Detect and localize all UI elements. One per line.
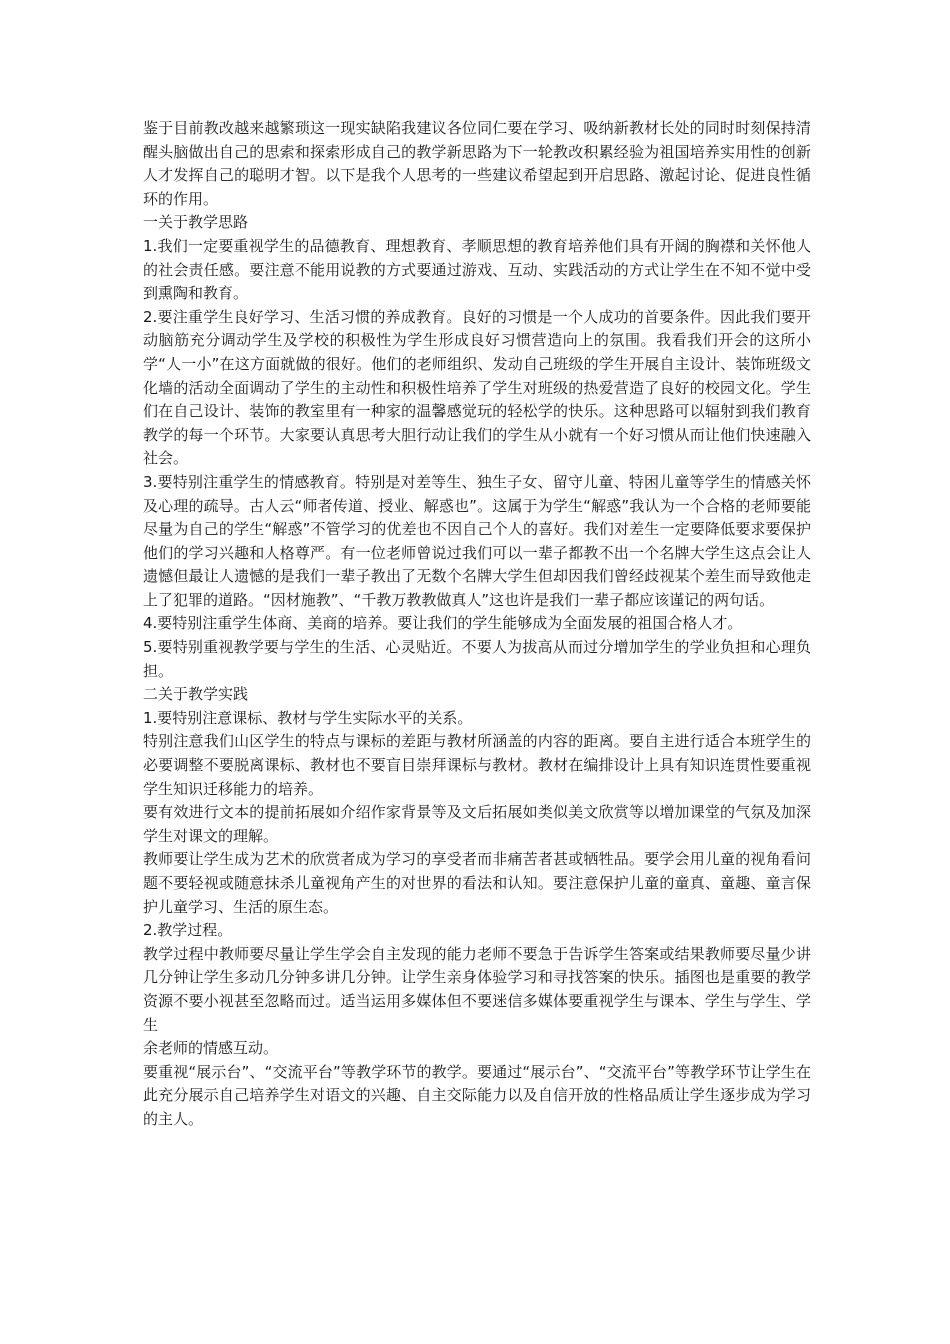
paragraph-practice-2-c: 要重视“展示台”、“交流平台”等教学环节的教学。要通过“展示台”、“交流平台”等教学环节让学生在此充分展示自己培养学生对语文的兴趣、自主交际能力以及自信开放的性格品质让学生逐步成为学习的主人。 [143, 1062, 811, 1128]
paragraph-practice-2-b: 余老师的情感互动。 [143, 1039, 279, 1058]
document-page [143, 117, 811, 1132]
paragraph-idea-3: 3.要特别注重学生的情感教育。特别是对差等生、独生子女、留守儿童、特困儿童等学生的情感关怀及心理的疏导。古人云“师者传道、授业、解惑也”。这属于为学生“解惑”我认为一个合格的老师要能尽量为自己的学生“解惑”不管学习的优差也不因自己个人的喜好。我们对差生一定要降低要求要保护他们的学习兴趣和人格尊严。有一位老师曾说过我们可以一辈子都教不出一个名牌大学生这点会让人遗憾但最让人遗憾的是我们一辈子教出了无数个名牌大学生但却因我们曾经歧视某个差生而导致他走上了犯罪的道路。“因材施教”、“千教万教教做真人”这也许是我们一辈子都应该谨记的两句话。 [143, 472, 811, 609]
paragraph-practice-1-c: 教师要让学生成为艺术的欣赏者成为学习的享受者而非痛苦者甚或牺牲品。要学会用儿童的视角看问题不要轻视或随意抹杀儿童视角产生的对世界的看法和认知。要注意保护儿童的童真、童趣、童言保护儿童学习、生活的原生态。 [143, 850, 811, 916]
paragraph-practice-1-b: 要有效进行文本的提前拓展如介绍作家背景等及文后拓展如类似美文欣赏等以增加课堂的气氛及加深学生对课文的理解。 [143, 803, 811, 845]
intro-paragraph: 鉴于目前教改越来越繁琐这一现实缺陷我建议各位同仁要在学习、吸纳新教材长处的同时时刻保持清醒头脑做出自己的思索和探索形成自己的教学新思路为下一轮教改积累经验为祖国培养实用性的创新人才发挥自己的聪明才智。以下是我个人思考的一些建议希望起到开启思路、激起讨论、促进良性循环的作用。 [143, 119, 811, 208]
paragraph-practice-1-a: 特别注意我们山区学生的特点与课标的差距与教材所涵盖的内容的距离。要自主进行适合本班学生的必要调整不要脱离课标、教材也不要盲目崇拜课标与教材。教材在编排设计上具有知识连贯性要重视学生知识迁移能力的培养。 [143, 732, 811, 798]
paragraph-idea-1: 1.我们一定要重视学生的品德教育、理想教育、孝顺思想的教育培养他们具有开阔的胸襟和关怀他人的社会责任感。要注意不能用说教的方式要通过游戏、互动、实践活动的方式让学生在不知不觉中受到熏陶和教育。 [143, 236, 811, 303]
paragraph-practice-2-a: 教学过程中教师要尽量让学生学会自主发现的能力老师不要急于告诉学生答案或结果教师要尽量少讲几分钟让学生多动几分钟多讲几分钟。让学生亲身体验学习和寻找答案的快乐。插图也是重要的教学资源不要小视甚至忽略而过。适当运用多媒体但不要迷信多媒体要重视学生与课本、学生与学生、学生 [143, 944, 811, 1034]
paragraph-practice-1: 1.要特别注意课标、教材与学生实际水平的关系。 [143, 708, 473, 727]
section-heading-teaching-ideas: 一关于教学思路 [143, 213, 249, 232]
section-heading-teaching-practice: 二关于教学实践 [143, 685, 249, 704]
paragraph-idea-2: 2.要注重学生良好学习、生活习惯的养成教育。良好的习惯是一个人成功的首要条件。因此我们要开动脑筋充分调动学生及学校的积极性为学生形成良好习惯营造向上的氛围。我看我们开会的这所小学“人一小”在这方面就做的很好。他们的老师组织、发动自己班级的学生开展自主设计、装饰班级文化墙的活动全面调动了学生的主动性和积极性培养了学生对班级的热爱营造了良好的校园文化。学生们在自己设计、装饰的教室里有一种家的温馨感觉玩的轻松学的快乐。这种思路可以辐射到我们教育教学的每一个环节。大家要认真思考大胆行动让我们的学生从小就有一个好习惯从而让他们快速融入社会。 [143, 307, 811, 468]
paragraph-idea-5: 5.要特别重视教学要与学生的生活、心灵贴近。不要人为拔高从而过分增加学生的学业负担和心理负担。 [143, 638, 811, 680]
paragraph-practice-2: 2.教学过程。 [143, 921, 233, 940]
paragraph-idea-4: 4.要特别注重学生体商、美商的培养。要让我们的学生能够成为全面发展的祖国合格人才。 [143, 614, 743, 633]
